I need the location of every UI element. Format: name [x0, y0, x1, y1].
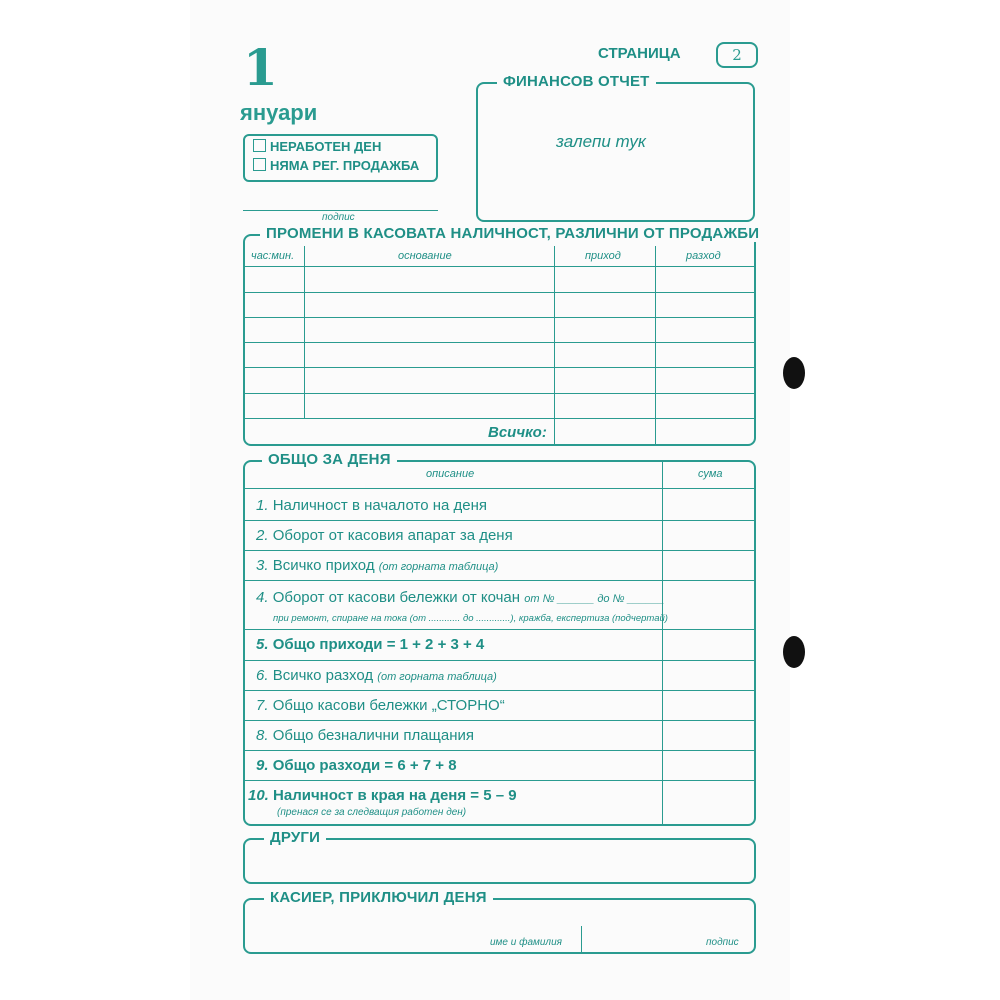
col-divider — [655, 246, 656, 444]
summary-row-line — [243, 780, 756, 781]
cash-changes-title: ПРОМЕНИ В КАСОВАТА НАЛИЧНОСТ, РАЗЛИЧНИ ОТ ПРОДАЖБИ — [260, 225, 765, 242]
checkbox-icon[interactable] — [253, 158, 266, 171]
row-text: Общо разходи = 6 + 7 + 8 — [272, 757, 457, 774]
checkbox-icon[interactable] — [253, 139, 266, 152]
table-row-line — [243, 367, 756, 368]
month-label: януари — [240, 100, 318, 125]
page-label: СТРАНИЦА — [598, 45, 681, 62]
page-number: 2 — [732, 46, 742, 64]
checkbox-label: НЯМА РЕГ. ПРОДАЖБА — [270, 158, 420, 173]
row-text: Оборот от касовия апарат за деня — [272, 527, 513, 544]
sum-divider — [662, 462, 663, 824]
row-subnote: (пренася се за следващия работен ден) — [277, 807, 467, 818]
col-time: час:мин. — [251, 250, 295, 262]
row-text: Общо касови бележки „СТОРНО“ — [272, 697, 505, 714]
checkbox-label: НЕРАБОТЕН ДЕН — [270, 139, 382, 154]
table-header-line — [243, 266, 756, 267]
row-number: 7. — [256, 697, 269, 714]
row-number: 10. — [248, 787, 269, 804]
summary-row — [256, 757, 457, 774]
col-sum: сума — [698, 468, 723, 480]
summary-header-line — [243, 488, 756, 489]
table-row-line — [243, 342, 756, 343]
row-note: (от горната таблица) — [377, 671, 497, 683]
summary-row-line — [243, 720, 756, 721]
summary-row-line — [243, 660, 756, 661]
checkbox-no-sales[interactable] — [253, 158, 419, 173]
financial-report-box — [476, 82, 755, 222]
row-text: Всичко приход — [272, 557, 375, 574]
summary-row — [256, 636, 484, 653]
summary-row-line — [243, 690, 756, 691]
daily-summary-title: ОБЩО ЗА ДЕНЯ — [262, 451, 397, 468]
financial-report-title: ФИНАНСОВ ОТЧЕТ — [497, 73, 656, 90]
row-text: Общо приходи = 1 + 2 + 3 + 4 — [272, 636, 485, 653]
day-number: 1 — [243, 38, 278, 97]
summary-row — [256, 557, 498, 574]
row-number: 4. — [256, 589, 269, 606]
summary-row-line — [243, 629, 756, 630]
summary-row — [256, 527, 513, 544]
row-note: от № ______ до № ______ — [524, 593, 665, 605]
cashier-title: КАСИЕР, ПРИКЛЮЧИЛ ДЕНЯ — [264, 889, 493, 906]
col-divider — [554, 246, 555, 444]
total-label: Всичко: — [488, 424, 547, 441]
binder-hole — [783, 357, 805, 389]
signature-label: подпис — [322, 212, 355, 223]
col-reason: основание — [398, 250, 452, 262]
row-number: 3. — [256, 557, 269, 574]
summary-row — [256, 497, 487, 514]
table-row-line — [243, 418, 756, 419]
summary-row — [256, 589, 664, 606]
row-subnote: при ремонт, спиране на тока (от ............ до .............), кражба, експертиза (подчертай) — [273, 613, 668, 624]
row-text: Оборот от касови бележки от кочан — [272, 589, 521, 606]
row-text: Наличност в края на деня = 5 – 9 — [273, 787, 517, 804]
name-label: име и фамилия — [490, 937, 562, 948]
row-text: Наличност в началото на деня — [272, 497, 488, 514]
table-row-line — [243, 292, 756, 293]
table-row-line — [243, 317, 756, 318]
row-number: 1. — [256, 497, 269, 514]
row-note: (от горната таблица) — [378, 561, 499, 573]
sign-label: подпис — [706, 937, 739, 948]
checkbox-non-working-day[interactable] — [253, 139, 381, 154]
paste-here-label: залепи тук — [556, 132, 646, 151]
col-description: описание — [426, 468, 475, 480]
col-income: приход — [585, 250, 621, 262]
summary-row-line — [243, 520, 756, 521]
row-number: 9. — [256, 757, 269, 774]
table-row-line — [243, 393, 756, 394]
summary-row-line — [243, 750, 756, 751]
row-number: 6. — [256, 667, 269, 684]
page-number-badge — [716, 42, 758, 68]
binder-hole — [783, 636, 805, 668]
col-expense: разход — [686, 250, 721, 262]
summary-row-line — [243, 550, 756, 551]
row-text: Общо безналични плащания — [272, 727, 475, 744]
summary-row — [248, 787, 517, 804]
summary-row — [256, 727, 474, 744]
summary-row — [256, 697, 505, 714]
others-title: ДРУГИ — [264, 829, 326, 846]
row-number: 8. — [256, 727, 269, 744]
summary-row — [256, 667, 497, 684]
row-text: Всичко разход — [272, 667, 374, 684]
signature-line — [243, 210, 438, 211]
summary-row-line — [243, 580, 756, 581]
row-number: 5. — [256, 636, 269, 653]
cashier-divider — [581, 926, 582, 952]
row-number: 2. — [256, 527, 269, 544]
